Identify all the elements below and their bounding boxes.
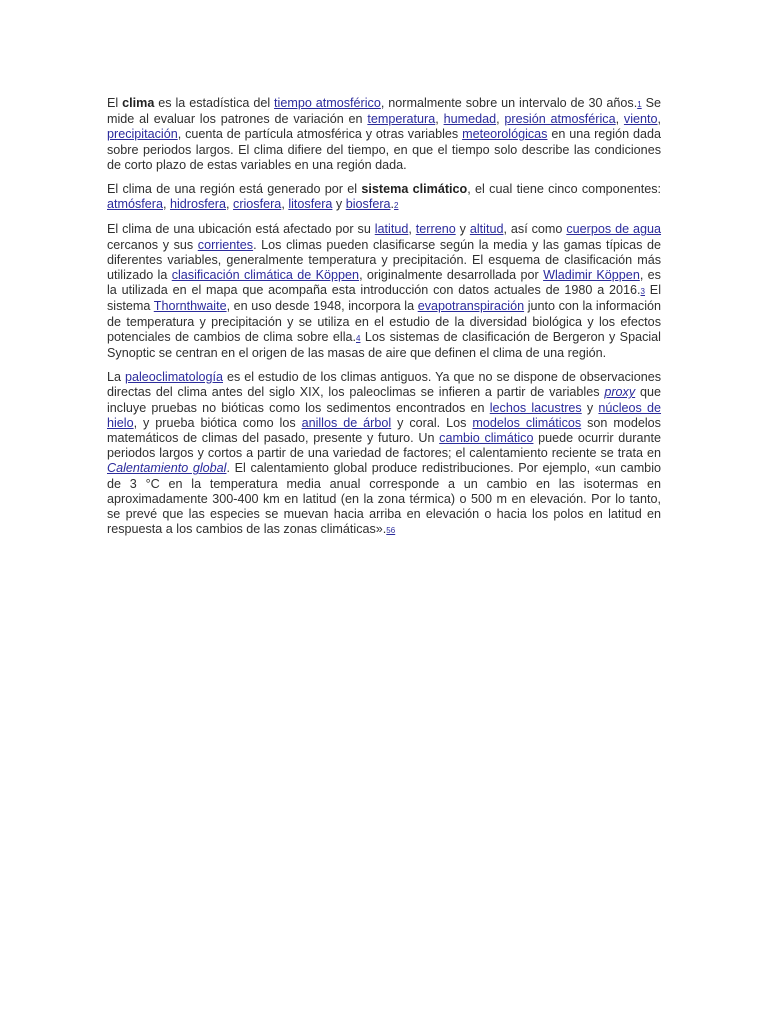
link-meteorologicas[interactable]: meteorológicas — [462, 127, 548, 142]
text: es la estadística del — [154, 96, 275, 110]
link-latitud[interactable]: latitud — [374, 222, 409, 237]
reference-link[interactable]: 4 — [356, 333, 361, 343]
reference-link[interactable]: 56 — [386, 526, 396, 536]
link-wladimir-koppen[interactable]: Wladimir Köppen — [543, 268, 640, 283]
link-thornthwaite[interactable]: Thornthwaite — [153, 299, 227, 314]
link-presion-atmosferica[interactable]: presión atmosférica — [504, 112, 616, 127]
link-precipitacion[interactable]: precipitación — [107, 127, 178, 142]
link-lechos-lacustres[interactable]: lechos lacustres — [489, 400, 582, 415]
text: El — [107, 96, 123, 110]
text: es el estudio de los climas antiguos. Ya que no se dispone de observaciones directas del clima antes del siglo XIX, los paleoclimas se infieren a partir de variables — [107, 370, 661, 400]
link-viento[interactable]: viento — [623, 112, 658, 127]
link-biosfera[interactable]: biosfera — [345, 197, 391, 212]
link-anillos-de-arbol[interactable]: anillos de árbol — [301, 415, 392, 430]
text: puede ocurrir durante periodos largos y cortos a partir de una variedad de factores; el calentamiento reciente se trata en — [107, 431, 661, 461]
text: El clima de una región está generado por el — [107, 182, 362, 197]
text: que incluye pruebas no bióticas como los sedimentos encontrados en — [107, 385, 661, 415]
text: . El calentamiento global produce redistribuciones. Por ejemplo, «un cambio de 3 °C en la temperatura media anual corresponde a un cambio en las isotermas en aproximadamente 300-400 km en latitud (en la zona térmica) o 500 m en elevación. Por lo tanto, se prevé que las especies se muevan hacia arriba en elevación o hacia los polos en latitud en respuesta a los cambios de las zonas climáticas». — [107, 461, 661, 537]
text: , así como — [503, 222, 567, 237]
link-paleoclimatologia[interactable]: paleoclimatología — [124, 370, 223, 385]
link-criosfera[interactable]: criosfera — [233, 197, 282, 212]
link-calentamiento-global[interactable]: Calentamiento global — [107, 461, 227, 476]
reference-link[interactable]: 1 — [637, 100, 642, 109]
paragraph-2 — [107, 182, 661, 213]
text: y — [581, 400, 599, 415]
link-altitud[interactable]: altitud — [469, 222, 504, 237]
link-temperatura[interactable]: temperatura — [367, 112, 436, 127]
reference-link[interactable]: 2 — [394, 201, 399, 211]
link-evapotranspiracion[interactable]: evapotranspiración — [417, 299, 525, 314]
text: son modelos matemáticos de climas del pasado, presente y futuro. Un — [107, 415, 661, 446]
link-proxy[interactable]: proxy — [604, 385, 636, 400]
reference-1[interactable] — [637, 100, 641, 109]
link-clasificacion-koppen[interactable]: clasificación climática de Köppen — [171, 268, 360, 283]
text: , en uso desde 1948, incorpora la — [226, 299, 418, 314]
reference-56[interactable] — [386, 526, 395, 535]
text: , — [163, 197, 170, 212]
term-clima: clima — [122, 96, 155, 110]
text: , — [281, 197, 289, 212]
text: , — [408, 222, 416, 237]
text: La — [107, 370, 125, 385]
text: en una región dada sobre periodos largos. El clima difiere del tiempo, en que el tiempo solo describe las condiciones de corto plazo de estas variables en una región dada. — [107, 127, 661, 172]
link-nucleos-de-hielo[interactable]: núcleos de hielo — [107, 400, 662, 430]
text: , originalmente desarrollada por — [359, 268, 544, 283]
text: , — [226, 197, 234, 212]
paragraph-1 — [107, 96, 661, 173]
link-terreno[interactable]: terreno — [415, 222, 456, 237]
link-litosfera[interactable]: litosfera — [288, 197, 333, 212]
text: junto con la información de temperatura y precipitación y se utiliza en el estudio de la diversidad biológica y los efectos potenciales de cambios de clima sobre ella. — [107, 299, 661, 344]
text: Se mide al evaluar los patrones de variación en — [107, 96, 661, 127]
link-corrientes[interactable]: corrientes — [197, 237, 254, 252]
text: El sistema — [107, 283, 662, 314]
text: cercanos y sus — [107, 237, 198, 252]
paragraph-3 — [107, 222, 661, 361]
text: , es la utilizada en el mapa que acompaña esta introducción con datos actuales de 1980 a 2016. — [107, 268, 661, 298]
link-tiempo-atmosferico[interactable]: tiempo atmosférico — [274, 96, 381, 110]
text: y — [455, 222, 470, 237]
text: , — [657, 112, 662, 127]
reference-link[interactable]: 3 — [640, 287, 645, 297]
text: Los sistemas de clasificación de Bergeron y Spacial Synoptic se centran en el origen de las masas de aire que definen el clima de una región. — [107, 329, 661, 361]
text: El clima de una ubicación está afectado por su — [107, 222, 375, 237]
text: y coral. Los — [391, 415, 473, 430]
text: , normalmente sobre un intervalo de 30 años. — [380, 96, 638, 110]
link-atmosfera[interactable]: atmósfera — [107, 197, 163, 212]
link-modelos-climaticos[interactable]: modelos climáticos — [472, 415, 582, 430]
text: . — [390, 197, 395, 212]
text: , cuenta de partícula atmosférica y otras variables — [177, 127, 463, 142]
paragraph-4 — [107, 370, 661, 538]
reference-4[interactable] — [356, 334, 360, 343]
text: , y prueba biótica como los — [133, 415, 302, 430]
reference-2[interactable] — [394, 201, 398, 210]
text: y — [332, 197, 346, 212]
text: . Los climas pueden clasificarse según la media y las gamas típicas de diferentes variables, generalmente temperatura y precipitación. El esquema de clasificación más utilizado la — [107, 237, 661, 283]
link-hidrosfera[interactable]: hidrosfera — [170, 197, 227, 212]
link-humedad[interactable]: humedad — [443, 112, 497, 127]
reference-3[interactable] — [641, 287, 645, 296]
link-cambio-climatico[interactable]: cambio climático — [439, 431, 534, 446]
link-cuerpos-de-agua[interactable]: cuerpos de agua — [566, 222, 662, 237]
text: , el cual tiene cinco componentes: — [467, 182, 661, 197]
text: , — [615, 112, 624, 127]
document-body — [107, 96, 661, 547]
text: , — [435, 112, 444, 127]
term-sistema-climatico: sistema climático — [361, 182, 468, 197]
text: , — [496, 112, 505, 127]
